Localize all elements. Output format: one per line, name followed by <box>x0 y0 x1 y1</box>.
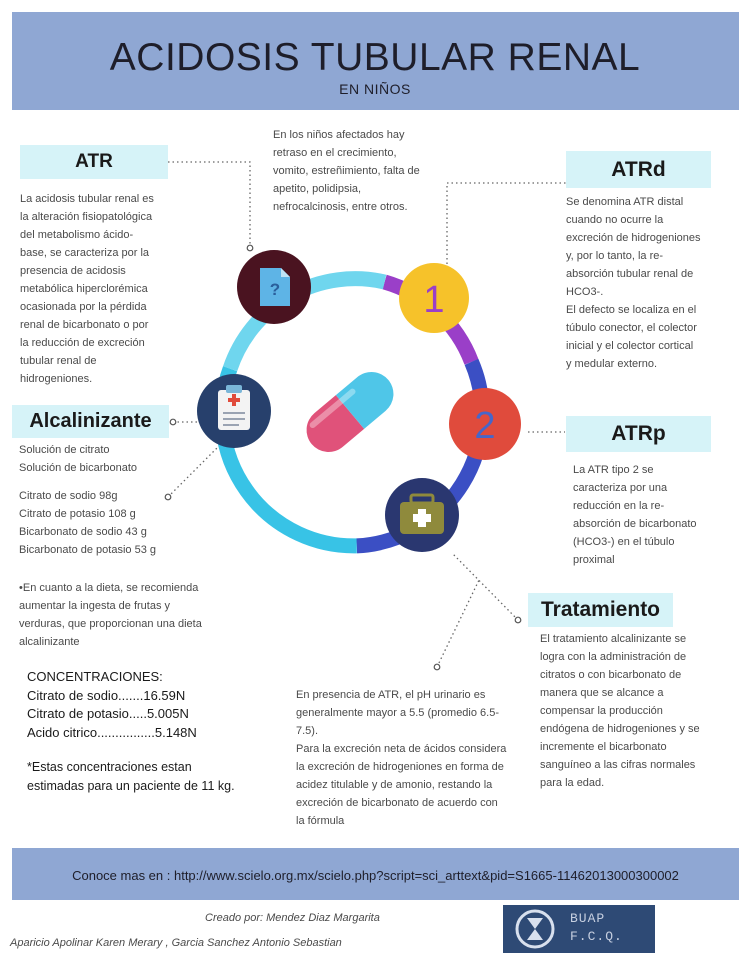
atrp-text: La ATR tipo 2 se caracteriza por una reducción en la re- absorción de bicarbonato (HCO3-) en el túbulo proximal <box>573 464 697 566</box>
concentraciones-title: CONCENTRACIONES: <box>27 669 163 684</box>
alcalinizante-solutions: Solución de citrato Solución de bicarbonato <box>19 444 138 474</box>
atrp-label: ATRp <box>566 416 711 452</box>
tratamiento-text: El tratamiento alcalinizante se logra con la administración de citratos o con bicarbonato de manera que se alcance a compensar la producción endógena de hidrogeniones y se incremente el bicarbonato sanguíneo a las cifras normales para la edad. <box>540 633 700 789</box>
atr-text: La acidosis tubular renal es la alteración fisiopatológica del metabolismo ácido- base, se caracteriza por la presencia de acidosis metabólica hiperclorémica ocasionada por la pérdida renal de bicarbonato o por la reducción de excreción tubular renal de hidrogeniones. <box>20 193 154 385</box>
intro-text: En los niños afectados hay retraso en el crecimiento, vomito, estreñimiento, falta de apetito, polidipsia, nefrocalcinosis, entre otros. <box>273 129 420 213</box>
alcalinizante-label: Alcalinizante <box>12 405 169 438</box>
step-one-number: 1 <box>423 279 445 321</box>
step-two-number: 2 <box>474 405 496 447</box>
tratamiento-label: Tratamiento <box>528 593 673 627</box>
atrd-label: ATRd <box>566 151 711 188</box>
reference-link[interactable]: Conoce mas en : http://www.scielo.org.mx/scielo.php?script=sci_arttext&pid=S1665-11462013000300002 <box>72 868 679 883</box>
atr-label: ATR <box>20 145 168 179</box>
page-title: ACIDOSIS TUBULAR RENAL <box>109 36 641 79</box>
credit-coauthors: Aparicio Apolinar Karen Merary , Garcia Sanchez Antonio Sebastian <box>10 937 342 949</box>
concentraciones-note: *Estas concentraciones estan estimadas para un paciente de 11 kg. <box>27 760 235 793</box>
ph-text: En presencia de ATR, el pH urinario es generalmente mayor a 5.5 (promedio 6.5- 7.5). Para la excreción neta de ácidos considera la excreción de hidrogeniones en forma de acidez titulable y de amonio, restando la excreción de bicarbonato de acuerdo con la fórmula <box>296 689 507 827</box>
connector-ph <box>437 578 480 667</box>
capsule-pill-icon <box>298 363 403 461</box>
hourglass-logo-icon <box>513 908 557 950</box>
credit-author: Creado por: Mendez Diaz Margarita <box>205 912 380 924</box>
logo-text: BUAP F.C.Q. <box>570 911 623 944</box>
first-aid-kit-icon <box>385 478 459 552</box>
page-subtitle: EN NIÑOS <box>339 81 411 97</box>
alcalinizante-doses: Citrato de sodio 98g Citrato de potasio 108 g Bicarbonato de sodio 43 g Bicarbonato de potasio 53 g <box>19 490 156 556</box>
atrd-text: Se denomina ATR distal cuando no ocurre la excreción de hidrogeniones y, por lo tanto, la re- absorción tubular renal de HCO3-. El defecto se localiza en el túbulo conector, el colector inicial y el colector cortical y medular externo. <box>566 196 701 370</box>
connector-atrd <box>447 183 570 268</box>
concentraciones-block: CONCENTRACIONES: Citrato de sodio.......16.59N Citrato de potasio.....5.005N Acido citrico................5.148N <box>27 668 267 742</box>
connector-tratamiento <box>452 553 518 620</box>
clipboard-icon <box>197 374 271 448</box>
question-mark: ? <box>269 280 281 299</box>
alcalinizante-diet: •En cuanto a la dieta, se recomienda aumentar la ingesta de frutas y verduras, que proporcionan una dieta alcalinizante <box>19 582 202 648</box>
